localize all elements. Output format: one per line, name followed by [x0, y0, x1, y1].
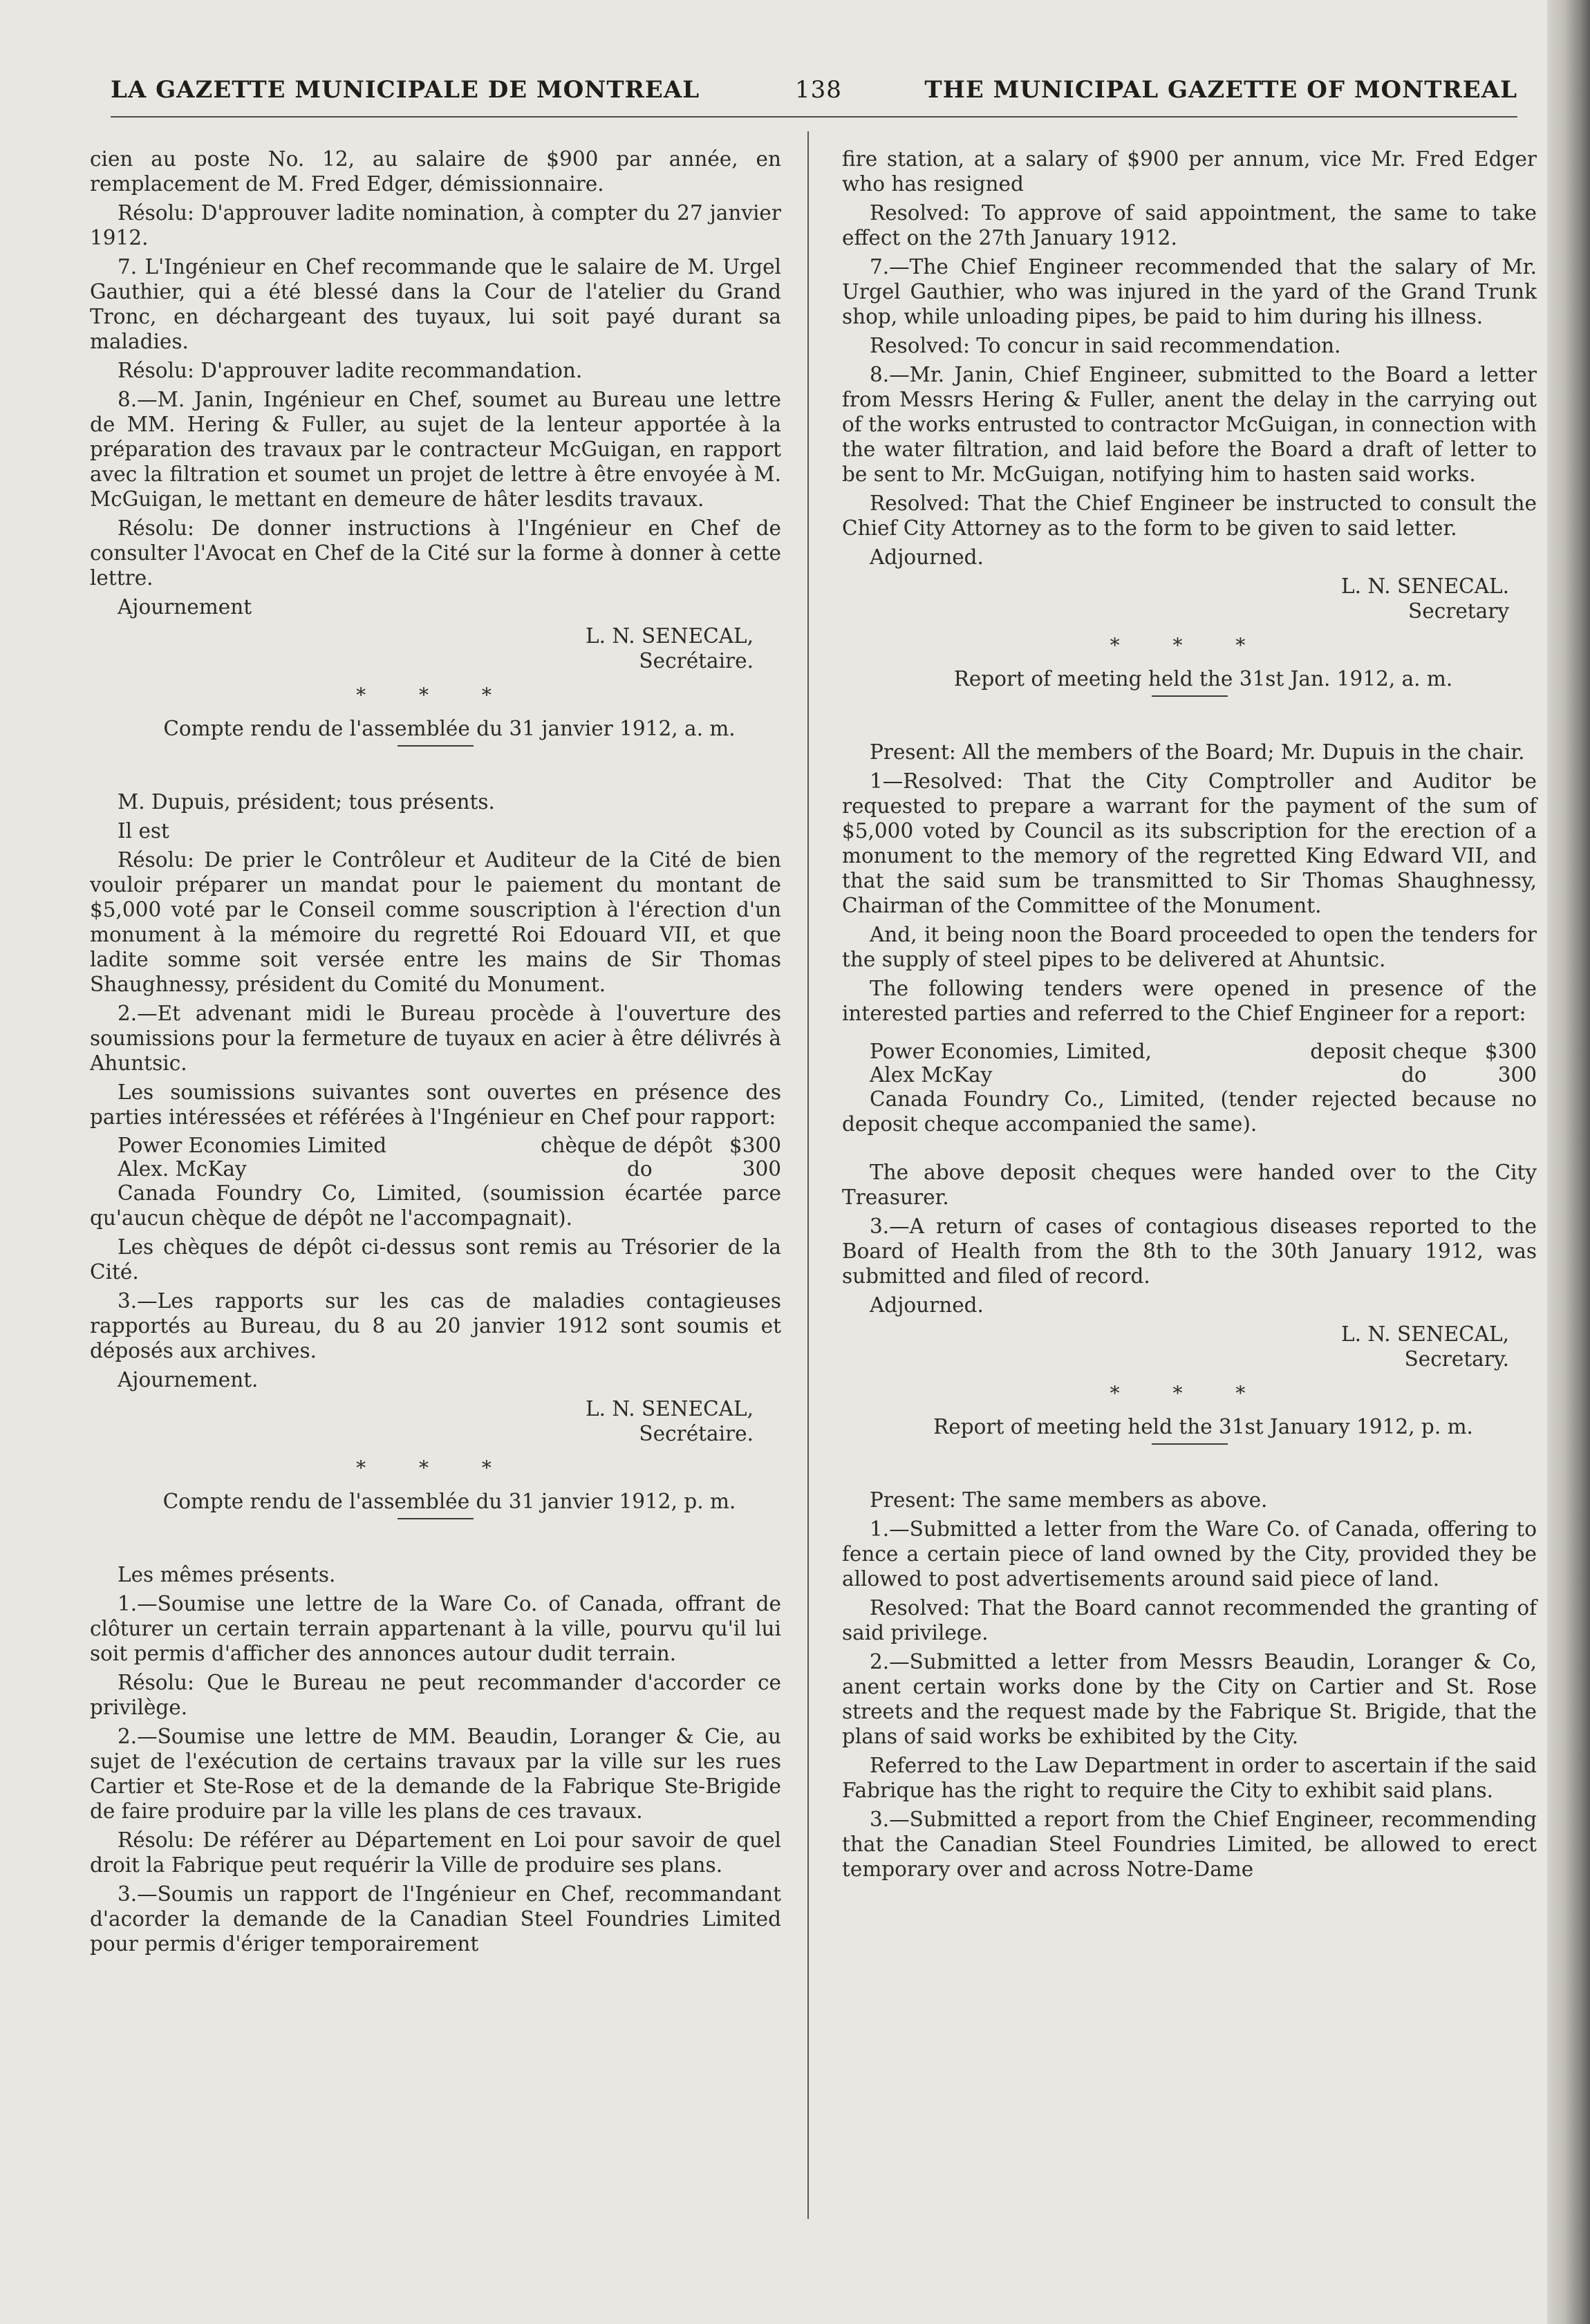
table-row: [90, 1134, 781, 1157]
short-rule: [1152, 695, 1228, 697]
tender-deposit: chèque de dépôt: [540, 1134, 713, 1157]
paragraph: 1—Resolved: That the City Comptroller and Auditor be requested to prepare a warrant for the payment of the sum of $5,000 voted by Council as its subscription for the erection of a monument to the memory of the regretted King Edward VII, and that the said sum be transmitted to Sir Thomas Shaughnessy, Chairman of the Committee of the Monument.: [842, 769, 1537, 917]
english-column: [842, 147, 1537, 1886]
signature-title: Secretary: [1408, 599, 1509, 623]
paragraph: 1.—Soumise une lettre de la Ware Co. of Canada, offrant de clôturer un certain terrain appartenant à la ville, pourvu qu'il lui soit permis d'afficher des annonces autour dudit terrain.: [90, 1592, 781, 1665]
paragraph: Résolu: Que le Bureau ne peut recommander d'accorder ce privilège.: [90, 1671, 781, 1719]
paragraph: 3.—Les rapports sur les cas de maladies contagieuses rapportés au Bureau, du 8 au 20 janvier 1912 sont soumis et déposés aux archives.: [90, 1289, 781, 1362]
paragraph: Present: All the members of the Board; Mr. Dupuis in the chair.: [870, 740, 1525, 764]
paragraph: Canada Foundry Co., Limited, (tender rejected because no deposit cheque accompanied the same).: [842, 1087, 1537, 1136]
tender-amount: 300: [1497, 1063, 1537, 1087]
page-edge-shadow: [1547, 0, 1590, 2324]
column-divider: [807, 131, 809, 2219]
tender-name: Alex. McKay: [118, 1157, 247, 1181]
paragraph: Résolu: D'approuver ladite recommandation.: [118, 359, 583, 382]
signature-name: L. N. SENECAL,: [586, 1397, 754, 1421]
report-heading: Report of meeting held the 31st January 1912, p. m.: [933, 1415, 1473, 1439]
signature-name: L. N. SENECAL.: [1341, 574, 1509, 598]
short-rule: [1152, 1443, 1228, 1445]
paragraph: 2.—Submitted a letter from Messrs Beaudin, Loranger & Co, anent certain works done by the City on Cartier and St. Rose streets and the request made by the Fabrique St. Brigide, that the plans of said works be exhibited by the City.: [842, 1650, 1537, 1748]
paragraph: Les soumissions suivantes sont ouvertes en présence des parties intéressées et référées à l'Ingénieur en Chef pour rapport:: [90, 1080, 781, 1129]
paragraph: 2.—Soumise une lettre de MM. Beaudin, Loranger & Cie, au sujet de l'exécution de certains travaux par la ville sur les rues Cartier et Ste-Rose et de la demande de la Fabrique Ste-Brigide de faire produire par la ville les plans de ces travaux.: [90, 1725, 781, 1823]
paragraph: Les mêmes présents.: [118, 1563, 336, 1586]
paragraph: cien au poste No. 12, au salaire de $900 par année, en remplacement de M. Fred Edger, démissionnaire.: [90, 147, 781, 196]
table-row: [842, 1040, 1537, 1063]
short-rule: [398, 1518, 474, 1519]
tender-name: Power Economies Limited: [118, 1134, 387, 1157]
paragraph: Résolu: De référer au Département en Loi pour savoir de quel droit la Fabrique peut requérir la Ville de produire ses plans.: [90, 1828, 781, 1877]
paragraph: And, it being noon the Board proceeded to open the tenders for the supply of steel pipes to be delivered at Ahuntsic.: [842, 923, 1537, 971]
paragraph: M. Dupuis, président; tous présents.: [118, 790, 495, 814]
signature-name: L. N. SENECAL,: [1341, 1322, 1509, 1346]
tender-amount: $300: [729, 1134, 781, 1157]
header-rule: [111, 116, 1517, 118]
header-english-title: THE MUNICIPAL GAZETTE OF MONTREAL: [924, 76, 1517, 104]
signature-block: [90, 1396, 781, 1446]
tender-table: [90, 1134, 781, 1181]
paragraph: Resolved: To concur in said recommendation.: [870, 334, 1341, 357]
section-separator: * * *: [1110, 634, 1269, 657]
paragraph: Resolved: That the Board cannot recommended the granting of said privilege.: [842, 1596, 1537, 1644]
paragraph: 3.—Submitted a report from the Chief Engineer, recommending that the Canadian Steel Foundries Limited, be allowed to erect temporary over and across Notre-Dame: [842, 1808, 1537, 1881]
table-row: [842, 1063, 1537, 1087]
paragraph: 2.—Et advenant midi le Bureau procède à l'ouverture des soumissions pour la fermeture de tuyaux en acier à être délivrés à Ahuntsic.: [90, 1002, 781, 1075]
french-column: [90, 147, 781, 1960]
paragraph: Referred to the Law Department in order to ascertain if the said Fabrique has the right to require the City to exhibit said plans.: [842, 1754, 1537, 1802]
adjournment: Ajournement.: [118, 1368, 259, 1391]
section-separator: * * *: [1110, 1382, 1269, 1405]
paragraph: Resolved: That the Chief Engineer be instructed to consult the Chief City Attorney as to the form to be given to said letter.: [842, 491, 1537, 540]
paragraph: 3.—A return of cases of contagious diseases reported to the Board of Health from the 8th to the 30th January 1912, was submitted and filed of record.: [842, 1215, 1537, 1288]
signature-block: [90, 624, 781, 673]
short-rule: [398, 745, 474, 747]
section-separator: * * *: [356, 1456, 515, 1479]
tender-amount: 300: [742, 1157, 781, 1181]
tender-deposit: do: [626, 1157, 653, 1181]
tender-name: Alex McKay: [870, 1063, 993, 1087]
paragraph: 7. L'Ingénieur en Chef recommande que le salaire de M. Urgel Gauthier, qui a été blessé dans la Cour de l'atelier du Grand Tronc, en déchargeant des tuyaux, lui soit payé durant sa maladies.: [90, 255, 781, 353]
paragraph: 1.—Submitted a letter from the Ware Co. of Canada, offering to fence a certain piece of land owned by the City, provided they be allowed to post advertisements around said piece of land.: [842, 1517, 1537, 1591]
paragraph: The following tenders were opened in presence of the interested parties and referred to the Chief Engineer for a report:: [842, 977, 1537, 1025]
signature-block: [842, 1322, 1537, 1371]
signature-name: L. N. SENECAL,: [586, 624, 754, 648]
report-heading: Compte rendu de l'assemblée du 31 janvier 1912, p. m.: [162, 1490, 736, 1513]
paragraph: The above deposit cheques were handed over to the City Treasurer.: [842, 1161, 1537, 1209]
report-heading: Report of meeting held the 31st Jan. 1912, a. m.: [953, 667, 1453, 691]
signature-title: Secretary.: [1404, 1347, 1509, 1371]
paragraph: 7.—The Chief Engineer recommended that the salary of Mr. Urgel Gauthier, who was injured in the yard of the Grand Trunk shop, while unloading pipes, be paid to him during his illness.: [842, 255, 1537, 328]
paragraph: Résolu: D'approuver ladite nomination, à compter du 27 janvier 1912.: [90, 201, 781, 250]
paragraph: Résolu: De donner instructions à l'Ingénieur en Chef de consulter l'Avocat en Chef de la Cité sur la forme à donner à cette lettre.: [90, 516, 781, 590]
adjournment: Adjourned.: [870, 1293, 984, 1317]
paragraph: Present: The same members as above.: [870, 1488, 1268, 1512]
signature-title: Secrétaire.: [639, 1422, 754, 1445]
paragraph: fire station, at a salary of $900 per annum, vice Mr. Fred Edger who has resigned: [842, 147, 1537, 196]
header-french-title: LA GAZETTE MUNICIPALE DE MONTREAL: [111, 76, 700, 104]
tender-table: [842, 1040, 1537, 1087]
paragraph: 8.—M. Janin, Ingénieur en Chef, soumet au Bureau une lettre de MM. Hering & Fuller, au sujet de la lenteur apportée à la préparation des travaux par le contracteur McGuigan, en rapport avec la filtration et soumet un projet de lettre à être envoyée à M. McGuigan, le mettant en demeure de hâter lesdits travaux.: [90, 388, 781, 511]
section-separator: * * *: [356, 684, 515, 706]
paragraph: Les chèques de dépôt ci-dessus sont remis au Trésorier de la Cité.: [90, 1235, 781, 1284]
report-heading: Compte rendu de l'assemblée du 31 janvier 1912, a. m.: [163, 717, 736, 740]
paragraph: 3.—Soumis un rapport de l'Ingénieur en Chef, recommandant d'acorder la demande de la Canadian Steel Foundries Limited pour permis d'ériger temporairement: [90, 1882, 781, 1956]
adjournment: Ajournement: [118, 595, 252, 619]
table-row: [90, 1157, 781, 1181]
paragraph: Canada Foundry Co, Limited, (soumission écartée parce qu'aucun chèque de dépôt ne l'accompagnait).: [90, 1181, 781, 1230]
signature-block: [842, 574, 1537, 624]
signature-title: Secrétaire.: [639, 649, 754, 673]
paragraph: Il est: [118, 819, 169, 843]
tender-deposit: deposit cheque: [1310, 1040, 1468, 1063]
page-header: [111, 76, 1517, 118]
paragraph: Résolu: De prier le Contrôleur et Auditeur de la Cité de bien vouloir préparer un mandat pour le paiement du montant de $5,000 voté par le Conseil comme souscription à l'érection d'un monument à la mémoire du regretté Roi Edouard VII, et que ladite somme soit versée entre les mains de Sir Thomas Shaughnessy, président du Comité du Monument.: [90, 848, 781, 996]
adjournment: Adjourned.: [870, 545, 984, 569]
tender-deposit: do: [1401, 1063, 1427, 1087]
page-number: 138: [795, 76, 842, 104]
tender-amount: $300: [1484, 1040, 1537, 1063]
tender-name: Power Economies, Limited,: [870, 1040, 1152, 1063]
paragraph: 8.—Mr. Janin, Chief Engineer, submitted to the Board a letter from Messrs Hering & Fuller, anent the delay in the carrying out of the works entrusted to contractor McGuigan, in connection with the water filtration, and laid before the Board a draft of letter to be sent to Mr. McGuigan, notifying him to hasten said works.: [842, 363, 1537, 486]
paragraph: Resolved: To approve of said appointment, the same to take effect on the 27th January 1912.: [842, 201, 1537, 250]
